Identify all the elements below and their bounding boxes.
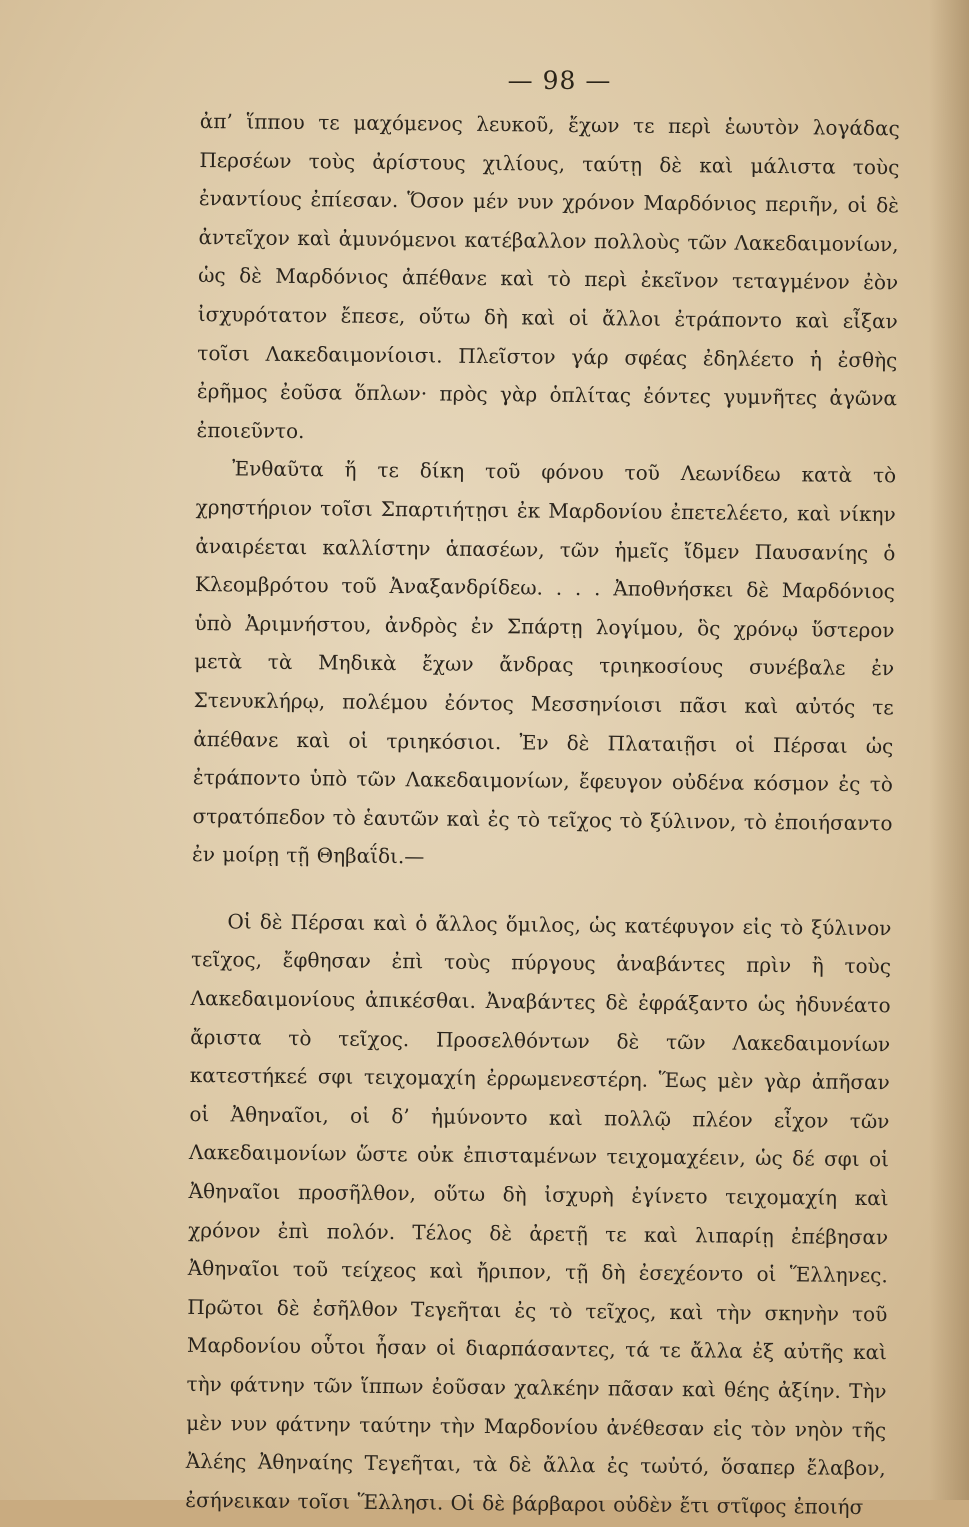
- page-number: — 98 —: [507, 66, 612, 95]
- paragraph-1: ἀπ’ ἵππου τε μαχόμενος λευκοῦ, ἔχων τε περὶ ἑωυτὸν λογάδας Περσέων τοὺς ἀρίστους χιλίους, ταύτῃ δὲ καὶ μάλιστα τοὺς ἐναντίους ἐπίεσαν. Ὅσον μέν νυν χρόνον Μαρδόνιος περιῆν, οἱ δὲ ἀντεῖχον καὶ ἀμυνόμενοι κατέβαλλον πολλοὺς τῶν Λακεδαιμονίων, ὡς δὲ Μαρδόνιος ἀπέθανε καὶ τὸ περὶ ἐκεῖνον τεταγμένον ἐὸν ἰσχυρότατον ἔπεσε, οὕτω δὴ καὶ οἱ ἄλλοι ἐτράποντο καὶ εἶξαν τοῖσι Λακεδαιμονίοισι. Πλεῖστον γάρ σφέας ἐδηλέετο ἡ ἐσθὴς ἐρῆμος ἐοῦσα ὅπλων· πρὸς γὰρ ὁπλίτας ἐόντες γυμνῆτες ἀγῶνα ἐποιεῦντο.: [196, 108, 900, 443]
- page-edge-shadow: [929, 0, 969, 1500]
- paragraph-2: Ἐνθαῦτα ἥ τε δίκη τοῦ φόνου τοῦ Λεωνίδεω κατὰ τὸ χρηστήριον τοῖσι Σπαρτιήτῃσι ἐκ Μαρδονίου ἐπετελέετο, καὶ νίκην ἀναιρέεται καλλίστην ἁπασέων, τῶν ἡμεῖς ἴδμεν Παυσανίης ὁ Κλεομβρότου τοῦ Ἀναξανδρίδεω. . . . Ἀποθνήσκει δὲ Μαρδόνιος ὑπὸ Ἀριμνήστου, ἀνδρὸς ἐν Σπάρτῃ λογίμου, ὃς χρόνῳ ὕστερον μετὰ τὰ Μηδικὰ ἔχων ἄνδρας τριηκοσίους συνέβαλε ἐν Στενυκλήρῳ, πολέμου ἐόντος Μεσσηνίοισι πᾶσι καὶ αὐτός τε ἀπέθανε καὶ οἱ τριηκόσιοι. Ἐν δὲ Πλαταιῇσι οἱ Πέρσαι ὡς ἐτράποντο ὑπὸ τῶν Λακεδαιμονίων, ἔφευγον οὐδένα κόσμον ἐς τὸ στρατόπεδον τὸ ἑαυτῶν καὶ ἐς τὸ τεῖχος τὸ ξύλινον, τὸ ἐποιήσαντο ἐν μοίρῃ τῇ Θηβαΐδι.—: [191, 456, 897, 869]
- body-text: [185, 102, 900, 1527]
- paragraph-3: Οἱ δὲ Πέρσαι καὶ ὁ ἄλλος ὅμιλος, ὡς κατέφυγον εἰς τὸ ξύλινον τεῖχος, ἔφθησαν ἐπὶ τοὺς πύργους ἀναβάντες πρὶν ἢ τοὺς Λακεδαιμονίους ἀπικέσθαι. Ἀναβάντες δὲ ἐφράξαντο ὡς ἠδυνέατο ἄριστα τὸ τεῖχος. Προσελθόντων δὲ τῶν Λακεδαιμονίων κατεστήκεέ σφι τειχομαχίη ἐρρωμενεστέρη. Ἕως μὲν γὰρ ἀπῆσαν οἱ Ἀθηναῖοι, οἱ δ’ ἠμύνοντο καὶ πολλῷ πλέον εἶχον τῶν Λακεδαιμονίων ὥστε οὐκ ἐπισταμένων τειχομαχέειν, ὡς δέ σφι οἱ Ἀθηναῖοι προσῆλθον, οὕτω δὴ ἰσχυρὴ ἐγίνετο τειχομαχίη καὶ χρόνον ἐπὶ πολόν. Τέλος δὲ ἀρετῇ τε καὶ λιπαρίῃ ἐπέβησαν Ἀθηναῖοι τοῦ τείχεος καὶ ἤριπον, τῇ δὴ ἐσεχέοντο οἱ Ἕλληνες. Πρῶτοι δὲ ἐσῆλθον Τεγεῆται ἐς τὸ τεῖχος, καὶ τὴν σκηνὴν τοῦ Μαρδονίου οὗτοι ἦσαν οἱ διαρπάσαντες, τά τε ἄλλα ἐξ αὐτῆς καὶ τὴν φάτνην τῶν ἵππων ἐοῦσαν χαλκέην πᾶσαν καὶ θέης ἀξίην. Τὴν μὲν νυν φάτνην ταύτην τὴν Μαρδονίου ἀνέθεσαν εἰς τὸν νηὸν τῆς Ἀλέης Ἀθηναίης Τεγεῆται, τὰ δὲ ἄλλα ἐς τωὐτό, ὅσαπερ ἔλαβον, ἐσήνεικαν τοῖσι Ἕλλησι. Οἱ δὲ βάρβαροι οὐδὲν ἔτι στῖφος ἐποιήσ: [185, 909, 892, 1519]
